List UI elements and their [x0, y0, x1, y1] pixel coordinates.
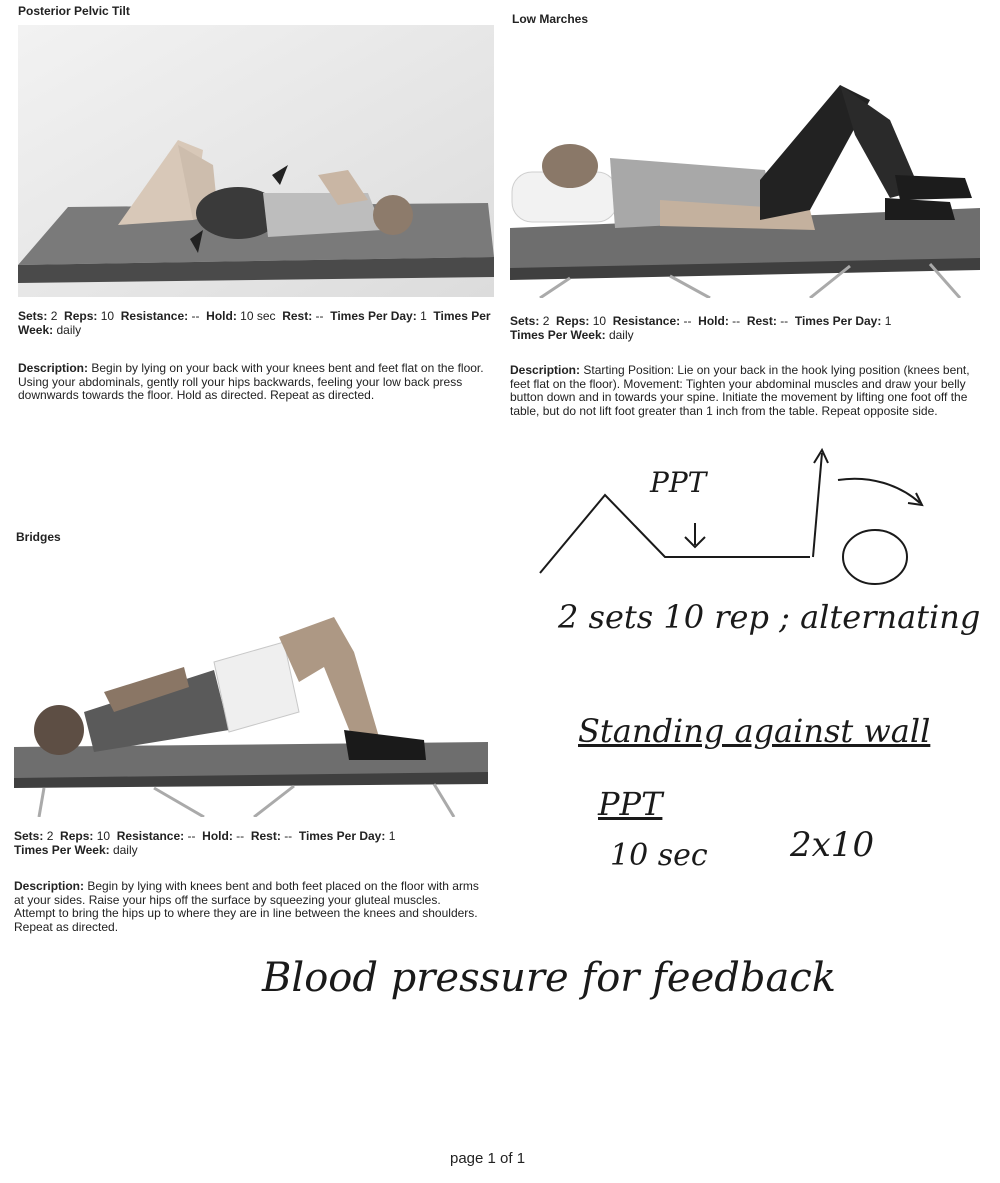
exercise-title: Posterior Pelvic Tilt	[18, 4, 130, 18]
exercise-description: Description: Begin by lying with knees bent and both feet placed on the floor with arms at your sides. Raise your hips off the surface by squeezing your gluteal muscles. Attempt to bring the hips up to where they are in line between the knees and shoulders. Repeat as directed.	[14, 879, 479, 934]
exercise-description: Description: Starting Position: Lie on your back in the hook lying position (knees bent, feet flat on the floor). Movement: Tighten your abdominal muscles and draw your belly button down and in towards your spine. Initiate the movement by lifting one foot off the table, but do not lift foot greater than 1 inch from the table. Repeat opposite side.	[510, 363, 970, 418]
exercise-photo-low-marches	[510, 80, 980, 298]
exercise-photo-bridges	[14, 612, 488, 817]
handwritten-ppt-label: PPT	[598, 785, 663, 823]
handwritten-ppt-sketch-label: PPT	[650, 466, 707, 499]
exercise-title: Low Marches	[512, 12, 589, 26]
handwritten-sets-reps-note: 2x10	[790, 825, 875, 865]
ppt-hand-sketch	[530, 445, 950, 595]
handwritten-hold-note: 10 sec	[610, 838, 708, 873]
handwritten-alternating-note: 2 sets 10 rep ; alternating	[558, 598, 981, 636]
handwritten-standing-note: Standing against wall	[578, 712, 931, 750]
exercise-photo-posterior-pelvic-tilt	[18, 25, 494, 297]
handwritten-blood-pressure-note: Blood pressure for feedback	[262, 955, 836, 1001]
page-number: page 1 of 1	[450, 1150, 526, 1167]
exercise-parameters: Sets: 2 Reps: 10 Resistance: -- Hold: -- Rest: -- Times Per Day: 1 Times Per Week: daily	[14, 829, 396, 857]
exercise-title: Bridges	[16, 530, 61, 544]
exercise-description: Description: Begin by lying on your back with your knees bent and feet flat on the floor. Using your abdominals, gently roll your hips backwards, feeling your low back press downwards towards the floor. Hold as directed. Repeat as directed.	[18, 361, 484, 402]
exercise-parameters: Sets: 2 Reps: 10 Resistance: -- Hold: 10 sec Rest: -- Times Per Day: 1 Times Per Week: daily	[18, 309, 491, 337]
exercise-parameters: Sets: 2 Reps: 10 Resistance: -- Hold: -- Rest: -- Times Per Day: 1 Times Per Week: daily	[510, 314, 892, 342]
